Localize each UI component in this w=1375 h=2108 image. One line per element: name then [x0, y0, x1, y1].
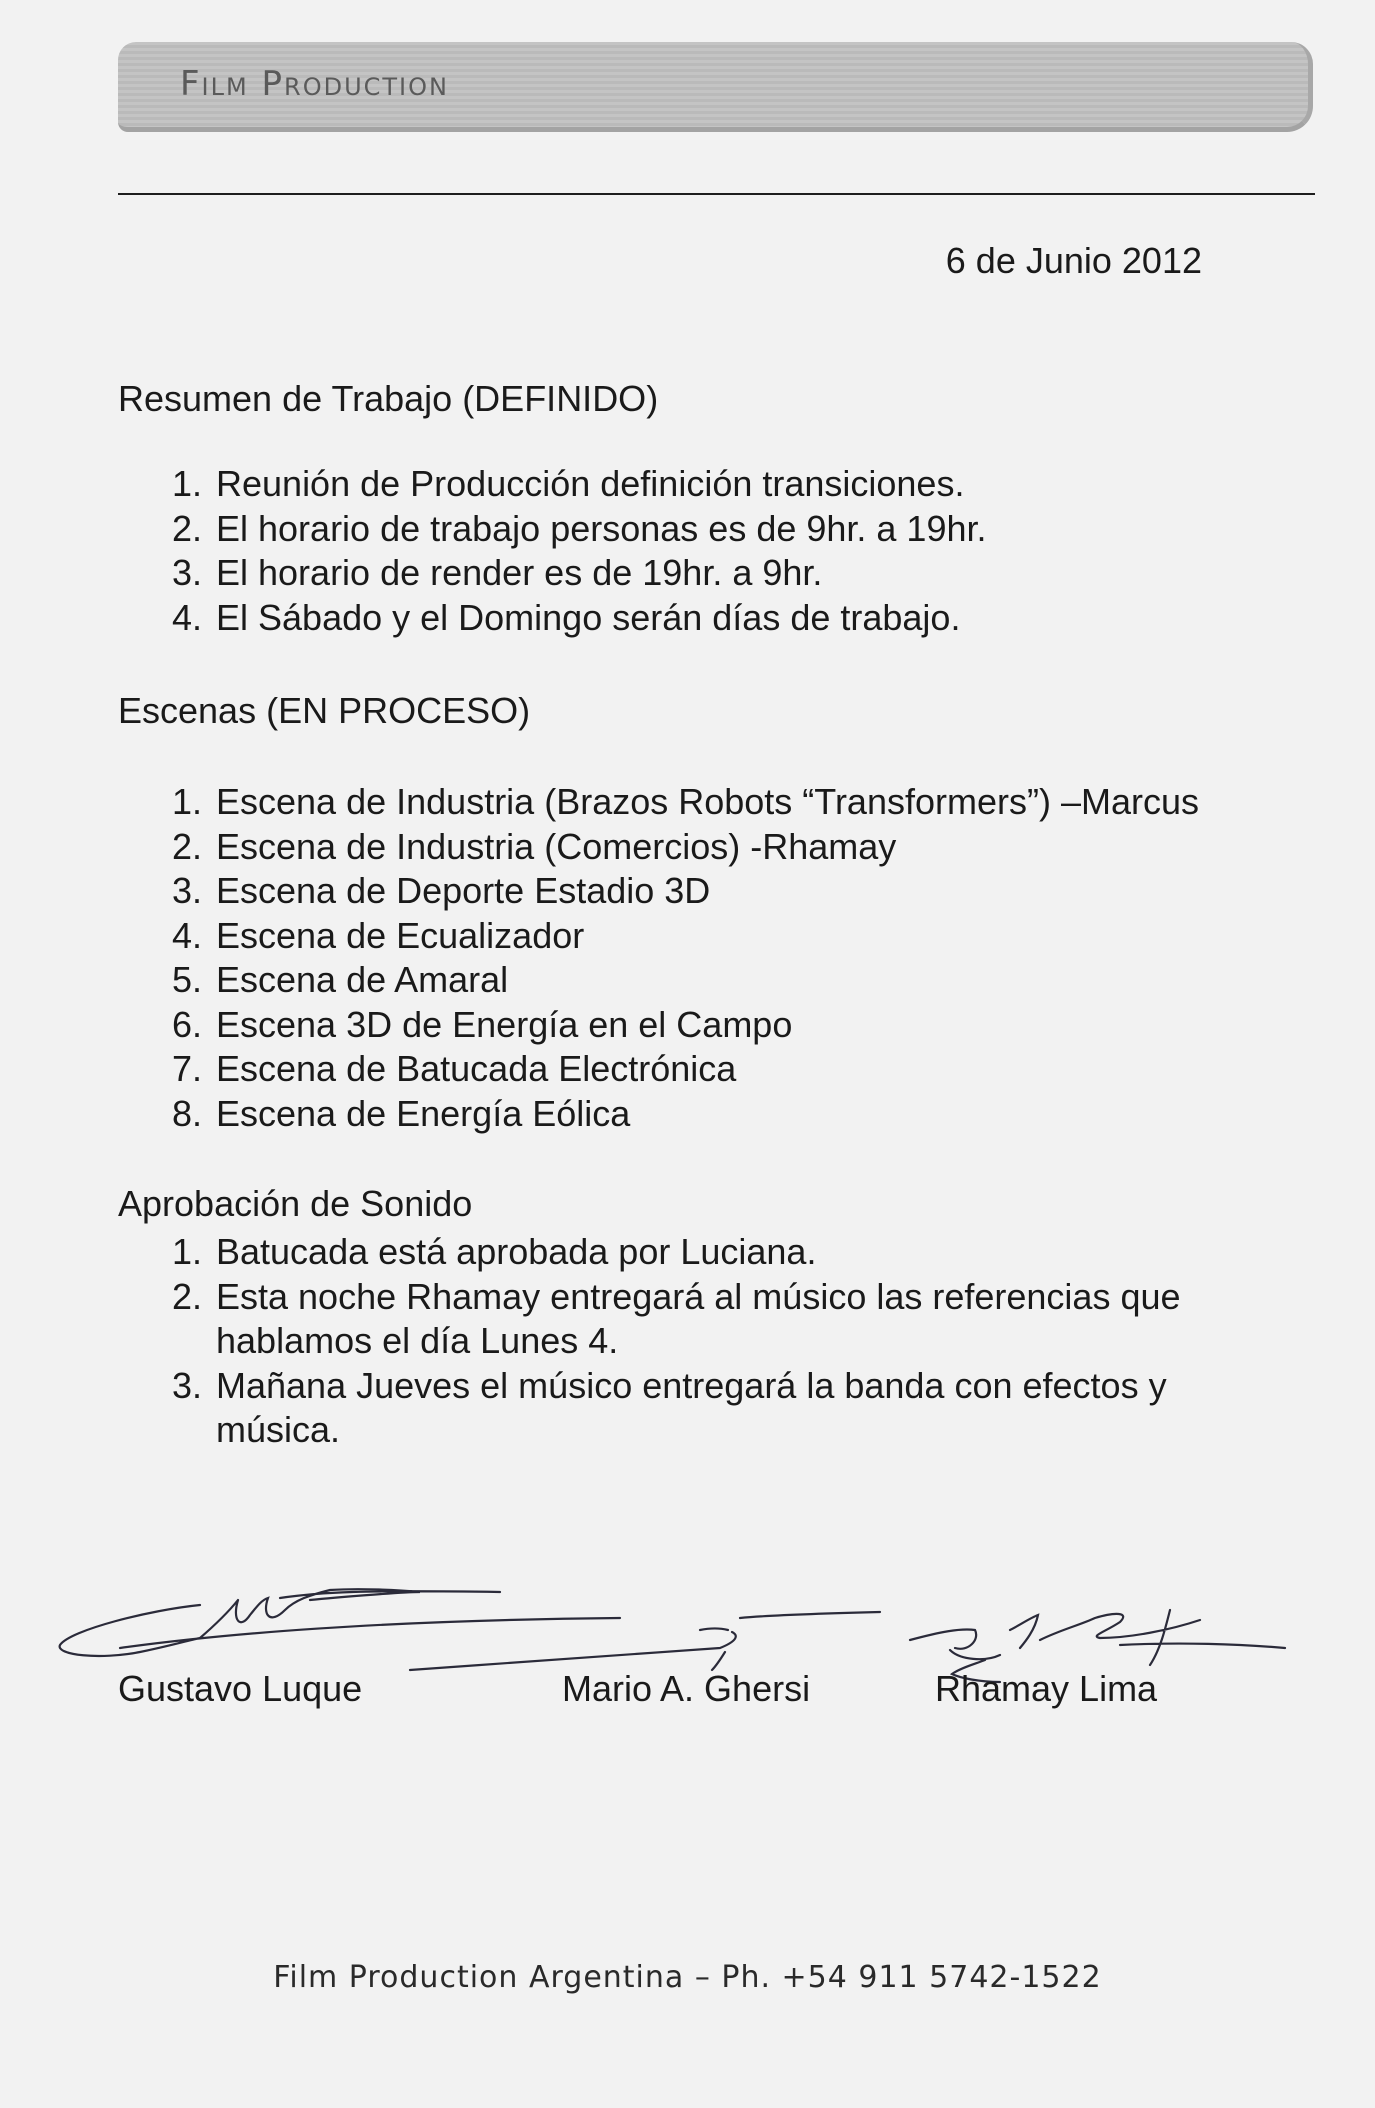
signatory-gustavo: Gustavo Luque — [118, 1668, 363, 1709]
section-heading-resumen: Resumen de Trabajo (DEFINIDO) — [118, 378, 659, 419]
item-text: Reunión de Producción definición transiciones. — [216, 463, 965, 504]
item-text: Escena de Amaral — [216, 959, 509, 1000]
item-text: El Sábado y el Domingo serán días de trabajo. — [216, 596, 961, 638]
signatory-rhamay: Rhamay Lima — [935, 1668, 1158, 1709]
sonido-list — [160, 1230, 1181, 1453]
resumen-list — [160, 462, 987, 640]
list-item — [160, 507, 987, 552]
document-date: 6 de Junio 2012 — [945, 240, 1202, 281]
list-item — [160, 1047, 1199, 1092]
item-number: 1. — [171, 463, 202, 504]
item-number: 7. — [171, 1048, 202, 1089]
item-number: 2. — [171, 1275, 202, 1317]
list-item — [160, 958, 1199, 1003]
escenas-list — [160, 780, 1199, 1136]
item-number: 2. — [171, 507, 202, 549]
list-item — [160, 596, 987, 641]
item-text-continued: música. — [216, 1409, 341, 1450]
list-item — [160, 462, 987, 507]
item-text: Escena de Industria (Brazos Robots “Transformers”) –Marcus — [216, 781, 1200, 822]
item-number: 3. — [171, 552, 202, 593]
item-text: Escena 3D de Energía en el Campo — [216, 1003, 793, 1045]
list-item — [160, 551, 987, 596]
item-text: Escena de Energía Eólica — [216, 1092, 631, 1134]
item-number: 3. — [171, 1364, 202, 1406]
item-text: Escena de Batucada Electrónica — [216, 1048, 737, 1089]
list-item — [160, 1364, 1181, 1453]
item-number: 1. — [171, 781, 202, 822]
signature-gustavo — [60, 1589, 620, 1656]
signatory-mario: Mario A. Ghersi — [562, 1668, 811, 1709]
item-text: Escena de Industria (Comercios) -Rhamay — [216, 825, 897, 867]
list-item — [160, 914, 1199, 959]
item-text: El horario de render es de 19hr. a 9hr. — [216, 552, 823, 593]
section-heading-escenas: Escenas (EN PROCESO) — [118, 690, 531, 731]
item-number: 6. — [171, 1003, 202, 1045]
section-heading-sonido: Aprobación de Sonido — [118, 1183, 473, 1224]
item-text: Batucada está aprobada por Luciana. — [216, 1231, 817, 1272]
item-number: 8. — [171, 1092, 202, 1134]
list-item — [160, 1230, 1181, 1275]
letterhead-title: Film Production — [180, 64, 449, 104]
item-number: 4. — [171, 914, 202, 956]
item-number: 4. — [171, 596, 202, 638]
item-text: Escena de Deporte Estadio 3D — [216, 870, 711, 911]
item-text: Escena de Ecualizador — [216, 914, 585, 956]
list-item — [160, 825, 1199, 870]
list-item — [160, 869, 1199, 914]
letterhead-banner — [118, 42, 1313, 132]
item-text: Esta noche Rhamay entregará al músico las referencias que — [216, 1275, 1181, 1317]
item-text: El horario de trabajo personas es de 9hr. a 19hr. — [216, 507, 987, 549]
item-number: 3. — [171, 870, 202, 911]
item-text-continued: hablamos el día Lunes 4. — [216, 1320, 619, 1361]
item-number: 5. — [171, 959, 202, 1000]
item-text: Mañana Jueves el músico entregará la banda con efectos y — [216, 1364, 1167, 1406]
item-number: 2. — [171, 825, 202, 867]
item-number: 1. — [171, 1231, 202, 1272]
footer-contact: Film Production Argentina – Ph. +54 911 5742-1522 — [273, 1960, 1102, 1995]
header-rule — [118, 193, 1315, 195]
list-item — [160, 1092, 1199, 1137]
list-item — [160, 1003, 1199, 1048]
list-item — [160, 780, 1199, 825]
list-item — [160, 1275, 1181, 1364]
